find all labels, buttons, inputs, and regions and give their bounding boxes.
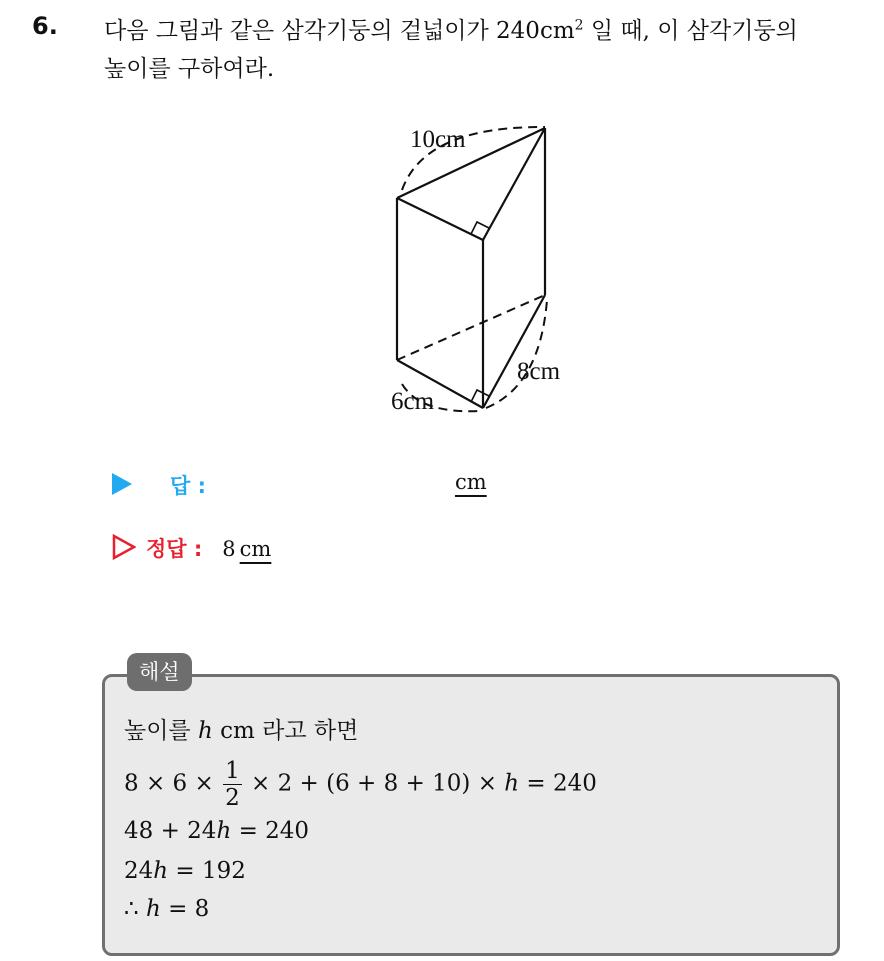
sol5-pre: ∴	[124, 896, 146, 922]
sol4-var: h	[153, 858, 169, 884]
label-8cm: 8cm	[517, 358, 561, 385]
fraction-denominator: 2	[225, 785, 240, 811]
edge-bottom-hyp-hidden	[397, 295, 545, 360]
sol2-pre: 8 × 6 ×	[124, 770, 222, 797]
question-text-part1: 다음 그림과 같은 삼각기둥의 겉넓이가 240cm	[104, 18, 575, 44]
question-exponent: 2	[574, 17, 584, 34]
edge-top-long	[483, 128, 545, 240]
sol5-var: h	[145, 896, 161, 922]
fraction-half	[223, 758, 242, 811]
sol4-post: = 192	[168, 858, 246, 884]
solution-tag: 해설	[127, 653, 192, 691]
sol3-post: = 240	[231, 818, 310, 844]
solution-line-5	[124, 896, 209, 922]
sol1-post: cm 라고 하면	[212, 718, 359, 744]
label-6cm: 6cm	[391, 388, 435, 415]
outline-triangle-icon	[112, 534, 136, 560]
sol1-pre: 높이를	[124, 718, 198, 744]
sol3-pre: 48 + 24	[124, 818, 217, 844]
edge-top-short	[397, 198, 483, 240]
question-text-part2: 일 때, 이 삼각기둥의	[583, 18, 798, 44]
solution-line-4	[124, 858, 246, 884]
answer-unit-blank[interactable]: cm	[455, 470, 487, 494]
sol2-var: h	[504, 770, 520, 797]
correct-answer-label: 정답 :	[146, 537, 203, 561]
answer-label: 답 :	[170, 474, 206, 498]
answer-row	[112, 470, 206, 500]
sol4-pre: 24	[124, 858, 154, 884]
question-text-line2: 높이를 구하여라.	[104, 56, 275, 82]
solution-line-1	[124, 712, 358, 745]
play-triangle-icon	[112, 473, 132, 495]
solution-line-3	[124, 818, 309, 844]
sol3-var: h	[216, 818, 232, 844]
label-10cm: 10cm	[410, 126, 466, 153]
correct-answer-value: 8	[222, 537, 236, 561]
fraction-numerator: 1	[225, 758, 240, 784]
triangular-prism-figure	[380, 118, 600, 422]
correct-answer-row	[112, 530, 271, 563]
correct-answer-unit: cm	[239, 537, 272, 561]
sol2-post: = 240	[519, 770, 597, 797]
question-number: 6.	[32, 12, 58, 40]
sol1-var: h	[197, 718, 213, 744]
sol5-post: = 8	[160, 896, 210, 922]
solution-line-2	[124, 758, 597, 811]
prism-diagram	[380, 118, 600, 418]
question-text	[104, 12, 864, 88]
sol2-mid: × 2 + (6 + 8 + 10) ×	[243, 770, 505, 797]
